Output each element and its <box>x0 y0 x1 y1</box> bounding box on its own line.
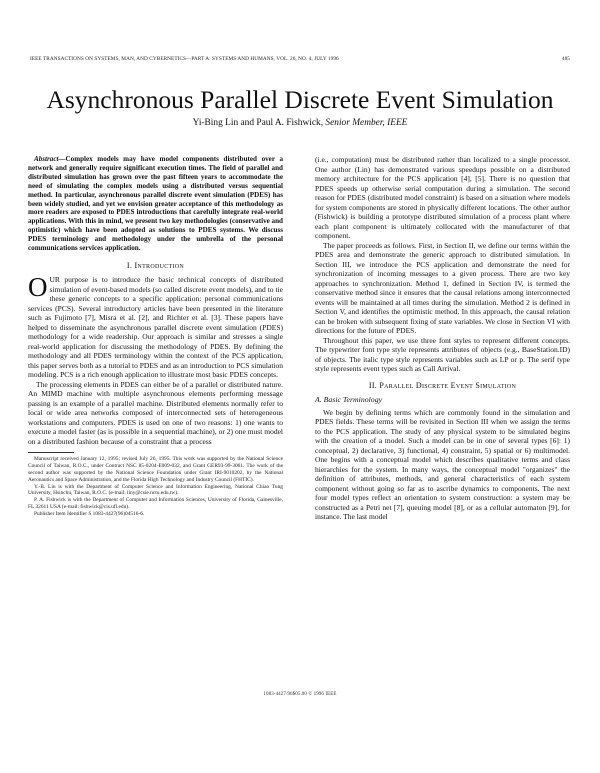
right-paragraph-2: The paper proceeds as follows. First, in Section II, we define our terms within the PDES area and demonstrate the generic approach to distributed simulation. In Section III, we introduce the PCS application and demonstrate the need for synchronization of incoming messages to a given process. There are two key approaches to synchronization. Method 1, defined in Section IV, is termed the conservative method since it ensures that the causal relations among interconnected events will be maintained at all times during the simulation. Method 2 is defined in Section V, and identifies the optimistic method. In this approach, the causal relation can be broken with subsequent fixing of state variables. We close in Section VI with directions for the future of PDES. <box>315 240 570 335</box>
page-footer: 1083-4427/96$05.00 © 1996 IEEE <box>263 692 337 697</box>
abstract-text: Complex models may have model components distributed over a network and generally require significant execution times. The field of parallel and distributed simulation has grown over the past fifteen years to accommodate the need of simulating the complex models using a distributed versus sequential method. In particular, asynchronous parallel discrete event simulation (PDES) has been widely studied, and yet we envision greater acceptance of this methodology as more readers are exposed to PDES introductions that carefully integrate real-world applications. With this in mind, we present two key methodologies (conservative and optimistic) which have been adopted as solutions to PDES systems. We discuss PDES terminology and methodology under the umbrella of the personal communications services application. <box>28 155 283 253</box>
right-paragraph-1: (i.e., computation) must be distributed rather than localized to a single processor. One author (Lin) has demonstrated various speedups possible on a distributed memory architecture for the PCS application [4], [5]. There is no question that PDES speeds up otherwise serial computation during a simulation. The second reason for PDES (distributed model constraint) is based on a situation where models for system components are stored in physically different locations. The other author (Fishwick) is building a prototype distributed simulation of a process plant where each plant component is ultimately collocated with the manufacturer of that component. <box>315 155 570 240</box>
author-role: Senior Member, IEEE <box>325 118 408 128</box>
intro-paragraph-1-text: UR purpose is to introduce the basic technical concepts of distributed simulation of event-based models (so called discrete event models), and to tie these generic concepts to a specific application: personal communications services (PCS). Several introductory articles have been presented in the literature such as Fujimoto [7], Misra et al. [2], and Richter et al. [3]. These papers have helped to disseminate the asynchronous parallel discrete event simulation (PDES) methodology for a wide readership. Our approach is similar and stresses a single real-world application for discussing the methodology of PDES. By defining the methodology and all PDES terminology within the context of the PCS application, this paper serves both as a tutorial to PDES and as an introduction to PCS simulation modeling. PCS is a rich enough application to illustrate most basic PDES concepts. <box>28 275 283 380</box>
paper-title: Asynchronous Parallel Discrete Event Simulation <box>46 85 554 114</box>
footnote-publisher-id: Publisher Item Identifier S 1083-4427(96)04516-6. <box>34 510 145 517</box>
section-heading-pdes: II. Parallel Discrete Event Simulation <box>368 380 517 390</box>
intro-paragraph-1 <box>28 272 283 380</box>
author-names: Yi-Bing Lin and Paul A. Fishwick, <box>192 118 324 128</box>
right-paragraph-4: We begin by defining terms which are commonly found in the simulation and PDES fields. These terms will be revisited in Section III when we assign the terms to the PCS application. The study of any physical system to be simulated begins with the creation of a model. Such a model can be in one of several types [6]: 1) conceptual, 2) declarative, 3) functional, 4) constraint, 5) spatial or 6) multimodel. One begins with a conceptual model which describes qualitative terms and class hierarchies for the system. In many ways, the conceptual model "organizes" the definition of attributes, methods, and general characteristics of each system component without going so far as to ascribe dynamics to components. The next four model types reflect an orientation to system construction: a system may be constructed as a Petri net [7], queuing model [8], or as a cellular automaton [9], for instance. The last model <box>315 407 570 521</box>
intro-paragraph-2: The processing elements in PDES can either be of a parallel or distributed nature. An MIMD machine with multiple asynchronous elements performing message passing is an example of a parallel machine. Distributed elements normally refer to local or wide area networks composed of interconnected sets of heterogeneous workstations and computers. PDES is used on one of two reasons: 1) one wants to execute a model faster (as is possible in a sequential machine), or 2) one must model on a distributed fashion because of a constraint that a process <box>28 379 283 446</box>
right-column <box>315 155 570 522</box>
abstract <box>28 155 283 253</box>
footnote-manuscript: Manuscript received January 12, 1995; revised July 26, 1995. This work was supported by the National Science Council of Taiwan, R.O.C., under Contract NSC 85-0204-E009-032, and Grant GER93-99-3061. The work of the second author was supported by the National Science Foundation under Grant IRI-9010202, by the National Aeronautics and Space Administration, and the Florida High Technology and Industry Council (FHTIC). <box>28 456 283 483</box>
footnote-author-fishwick: P. A. Fishwick is with the Department of Computer and Information Sciences, University of Florida, Gainesville, FL 32611 USA (e-mail: fishwick@cis.ufl.edu). <box>28 497 283 511</box>
subsection-heading-terminology: A. Basic Terminology <box>315 395 383 404</box>
left-column <box>28 155 283 518</box>
author-line <box>30 118 570 128</box>
right-paragraph-3: Throughout this paper, we use three font styles to represent different concepts. The typewriter font type style represents attributes of objects (e.g., BaseStation.ID) of objects. The italic type style represents variables such as LP or p. The serif type style represents event types such as Call Arrival. <box>315 335 570 373</box>
section-heading-introduction: I. Introduction <box>126 260 185 270</box>
abstract-label: Abstract— <box>34 155 66 163</box>
footnote-divider <box>28 452 74 453</box>
footnote-author-lin: Y.-B. Lin is with the Department of Computer Science and Information Engineering, National Chiao Tung University, Hsinchu, Taiwan, R.O.C. (e-mail: liny@csie.nctu.edu.tw). <box>28 483 283 497</box>
drop-cap: O <box>28 272 48 303</box>
running-head <box>30 56 570 66</box>
running-title: IEEE TRANSACTIONS ON SYSTEMS, MAN, AND CYBERNETICS—PART A: SYSTEMS AND HUMANS, VOL. 26, NO. 4, JULY 1996 <box>30 56 339 62</box>
page-number: 485 <box>561 56 570 62</box>
